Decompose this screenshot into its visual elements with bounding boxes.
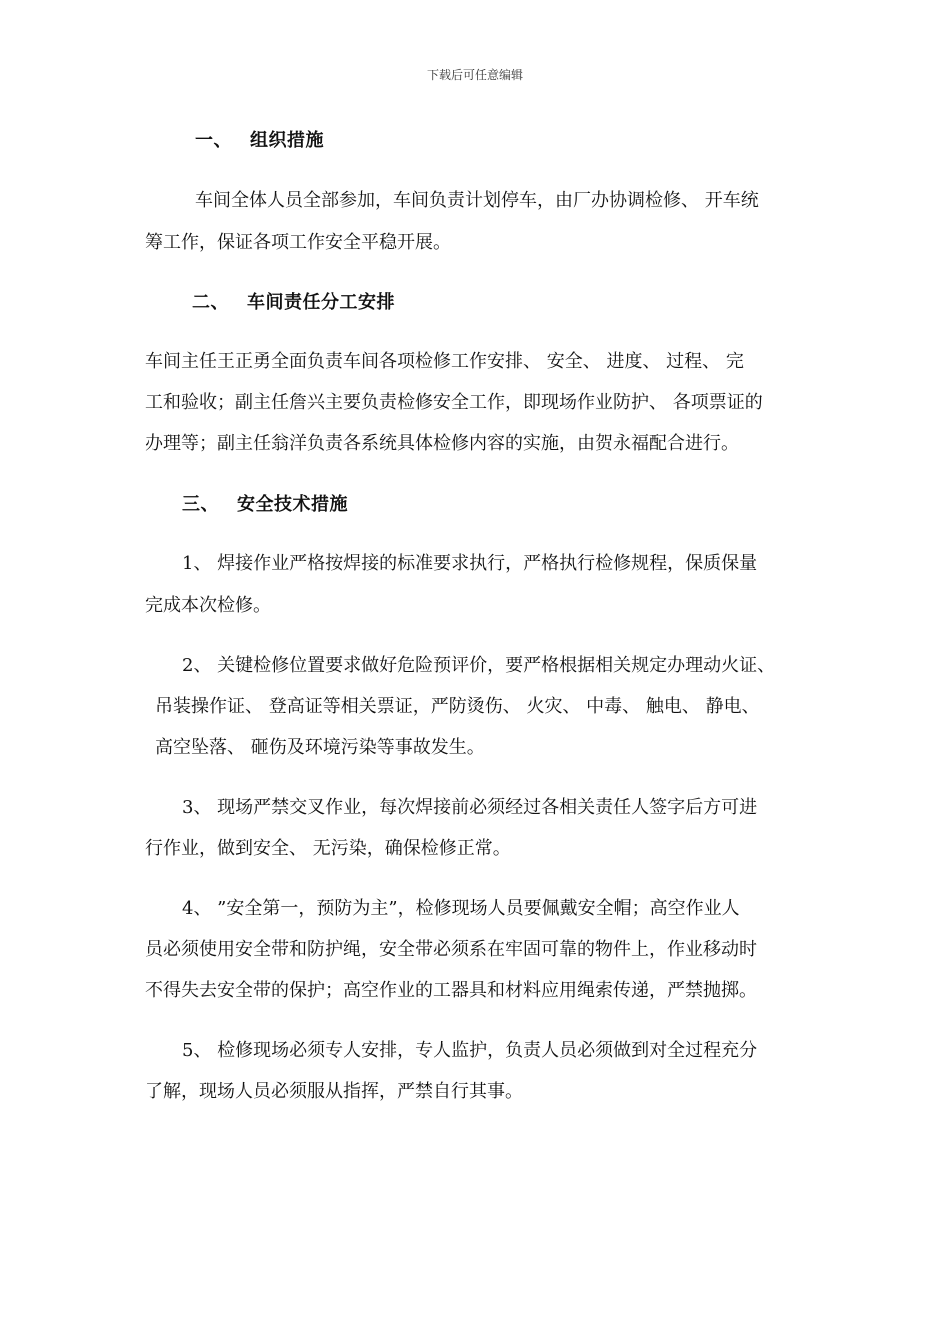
list-item-line: 不得失去安全带的保护；高空作业的工器具和材料应用绳索传递，严禁抛掷。 [145,980,757,1001]
paragraph-line: 车间主任王正勇全面负责车间各项检修工作安排、 安全、 进度、 过程、 完 [145,351,744,372]
list-item-line: 完成本次检修。 [145,595,271,616]
list-item-line: 高空坠落、 砸伤及环境污染等事故发生。 [155,737,485,758]
section-number: 二、 [192,292,229,313]
section-title: 安全技术措施 [237,494,348,515]
section-heading-2 [192,288,395,314]
paragraph-line: 车间全体人员全部参加，车间负责计划停车，由厂办协调检修、 开车统 [195,190,759,211]
list-item-line: 4、 ”安全第一，预防为主”，检修现场人员要佩戴安全帽；高空作业人 [182,898,740,919]
section-heading-1 [195,126,324,152]
list-item-line: 员必须使用安全带和防护绳，安全带必须系在牢固可靠的物件上，作业移动时 [145,939,757,960]
list-item-line: 5、 检修现场必须专人安排，专人监护，负责人员必须做到对全过程充分 [182,1040,758,1061]
paragraph-line: 工和验收；副主任詹兴主要负责检修安全工作，即现场作业防护、 各项票证的 [145,392,763,413]
paragraph-line: 办理等；副主任翁洋负责各系统具体检修内容的实施，由贺永福配合进行。 [145,433,739,454]
list-item-line: 1、 焊接作业严格按焊接的标准要求执行，严格执行检修规程，保质保量 [182,553,758,574]
list-item-line: 3、 现场严禁交叉作业，每次焊接前必须经过各相关责任人签字后方可进 [182,797,758,818]
list-item-line: 2、 关键检修位置要求做好危险预评价，要严格根据相关规定办理动火证、 [182,655,776,676]
paragraph-line: 筹工作，保证各项工作安全平稳开展。 [145,232,451,253]
list-item-line: 了解，现场人员必须服从指挥，严禁自行其事。 [145,1081,523,1102]
section-number: 三、 [182,494,219,515]
list-item-line: 行作业，做到安全、 无污染，确保检修正常。 [145,838,511,859]
section-title: 车间责任分工安排 [247,292,395,313]
page-header: 下载后可任意编辑 [426,68,523,82]
section-heading-3 [182,490,348,516]
list-item-line: 吊装操作证、 登高证等相关票证，严防烫伤、 火灾、 中毒、 触电、 静电、 [155,696,760,717]
section-title: 组织措施 [250,130,324,151]
section-number: 一、 [195,130,232,151]
